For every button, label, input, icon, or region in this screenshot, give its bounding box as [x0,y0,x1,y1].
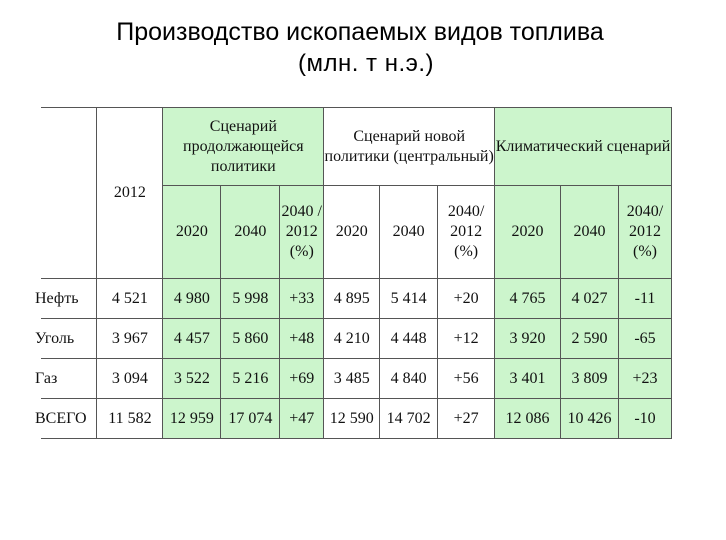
header-corner-cell [41,108,97,279]
table-cell: +48 [280,319,324,359]
subheader-cell: 2040 [380,186,438,279]
header-base-year: 2012 [97,108,163,279]
subheader-cell: 2040 [561,186,619,279]
row-label [35,359,97,399]
table-cell: 4 765 [495,279,561,319]
table-cell: 17 074 [221,399,280,439]
table-row-total [41,399,672,439]
subheader-cell: 2020 [324,186,380,279]
table-cell: +47 [280,399,324,439]
table-row-oil [41,279,672,319]
row-label [35,279,97,319]
table-cell: 4 448 [380,319,438,359]
table-cell: 3 401 [495,359,561,399]
subheader-cell: 2040 [221,186,280,279]
table-cell: 4 027 [561,279,619,319]
table-cell: 3 485 [324,359,380,399]
row-label [35,399,97,439]
table-cell: 11 582 [97,399,163,439]
slide-subtitle: (млн. т н.э.) [297,50,435,77]
table-cell: 4 457 [163,319,221,359]
table-cell: +56 [438,359,495,399]
table-cell: +33 [280,279,324,319]
header-row-scenarios [41,108,672,186]
table-cell: 4 980 [163,279,221,319]
table-cell: 5 216 [221,359,280,399]
table-cell: 5 860 [221,319,280,359]
table-cell: +12 [438,319,495,359]
table-cell: 3 920 [495,319,561,359]
row-label [35,319,97,359]
table-cell: 4 895 [324,279,380,319]
table-cell: 3 094 [97,359,163,399]
header-scenario-climate: Климатический сценарий [495,108,672,186]
subheader-cell: 2020 [495,186,561,279]
table-cell: 3 967 [97,319,163,359]
table-cell: 5 998 [221,279,280,319]
row-label-text: Нефть [35,289,79,307]
table-cell: 3 522 [163,359,221,399]
row-label-text: Газ [35,369,58,387]
table-cell: 14 702 [380,399,438,439]
subheader-cell: 2040/ 2012 (%) [618,186,671,279]
subheader-cell: 2040 / 2012 (%) [280,186,324,279]
table-cell: 12 590 [324,399,380,439]
subheader-cell: 2020 [163,186,221,279]
header-scenario-new-policies: Сценарий новой политики (центральный) [324,108,495,186]
table-cell: 4 521 [97,279,163,319]
row-label-text: ВСЕГО [35,409,87,427]
fuel-production-table-container [35,107,672,428]
table-cell: +27 [438,399,495,439]
header-scenario-current-policies: Сценарий продолжающейся политики [163,108,324,186]
table-cell: -65 [618,319,671,359]
table-row-coal [41,319,672,359]
table-cell: +69 [280,359,324,399]
row-label-text: Уголь [35,329,75,347]
slide-title: Производство ископаемых видов топлива [116,18,604,46]
subheader-cell: 2040/ 2012 (%) [438,186,495,279]
table-cell: +20 [438,279,495,319]
table-cell: 3 809 [561,359,619,399]
table-cell: 4 840 [380,359,438,399]
table-cell: 12 086 [495,399,561,439]
table-cell: 12 959 [163,399,221,439]
table-cell: -11 [618,279,671,319]
table-cell: 2 590 [561,319,619,359]
table-cell: +23 [618,359,671,399]
table-cell: -10 [618,399,671,439]
table-cell: 10 426 [561,399,619,439]
table-cell: 4 210 [324,319,380,359]
table-cell: 5 414 [380,279,438,319]
fuel-production-table [35,107,672,439]
table-row-gas [41,359,672,399]
